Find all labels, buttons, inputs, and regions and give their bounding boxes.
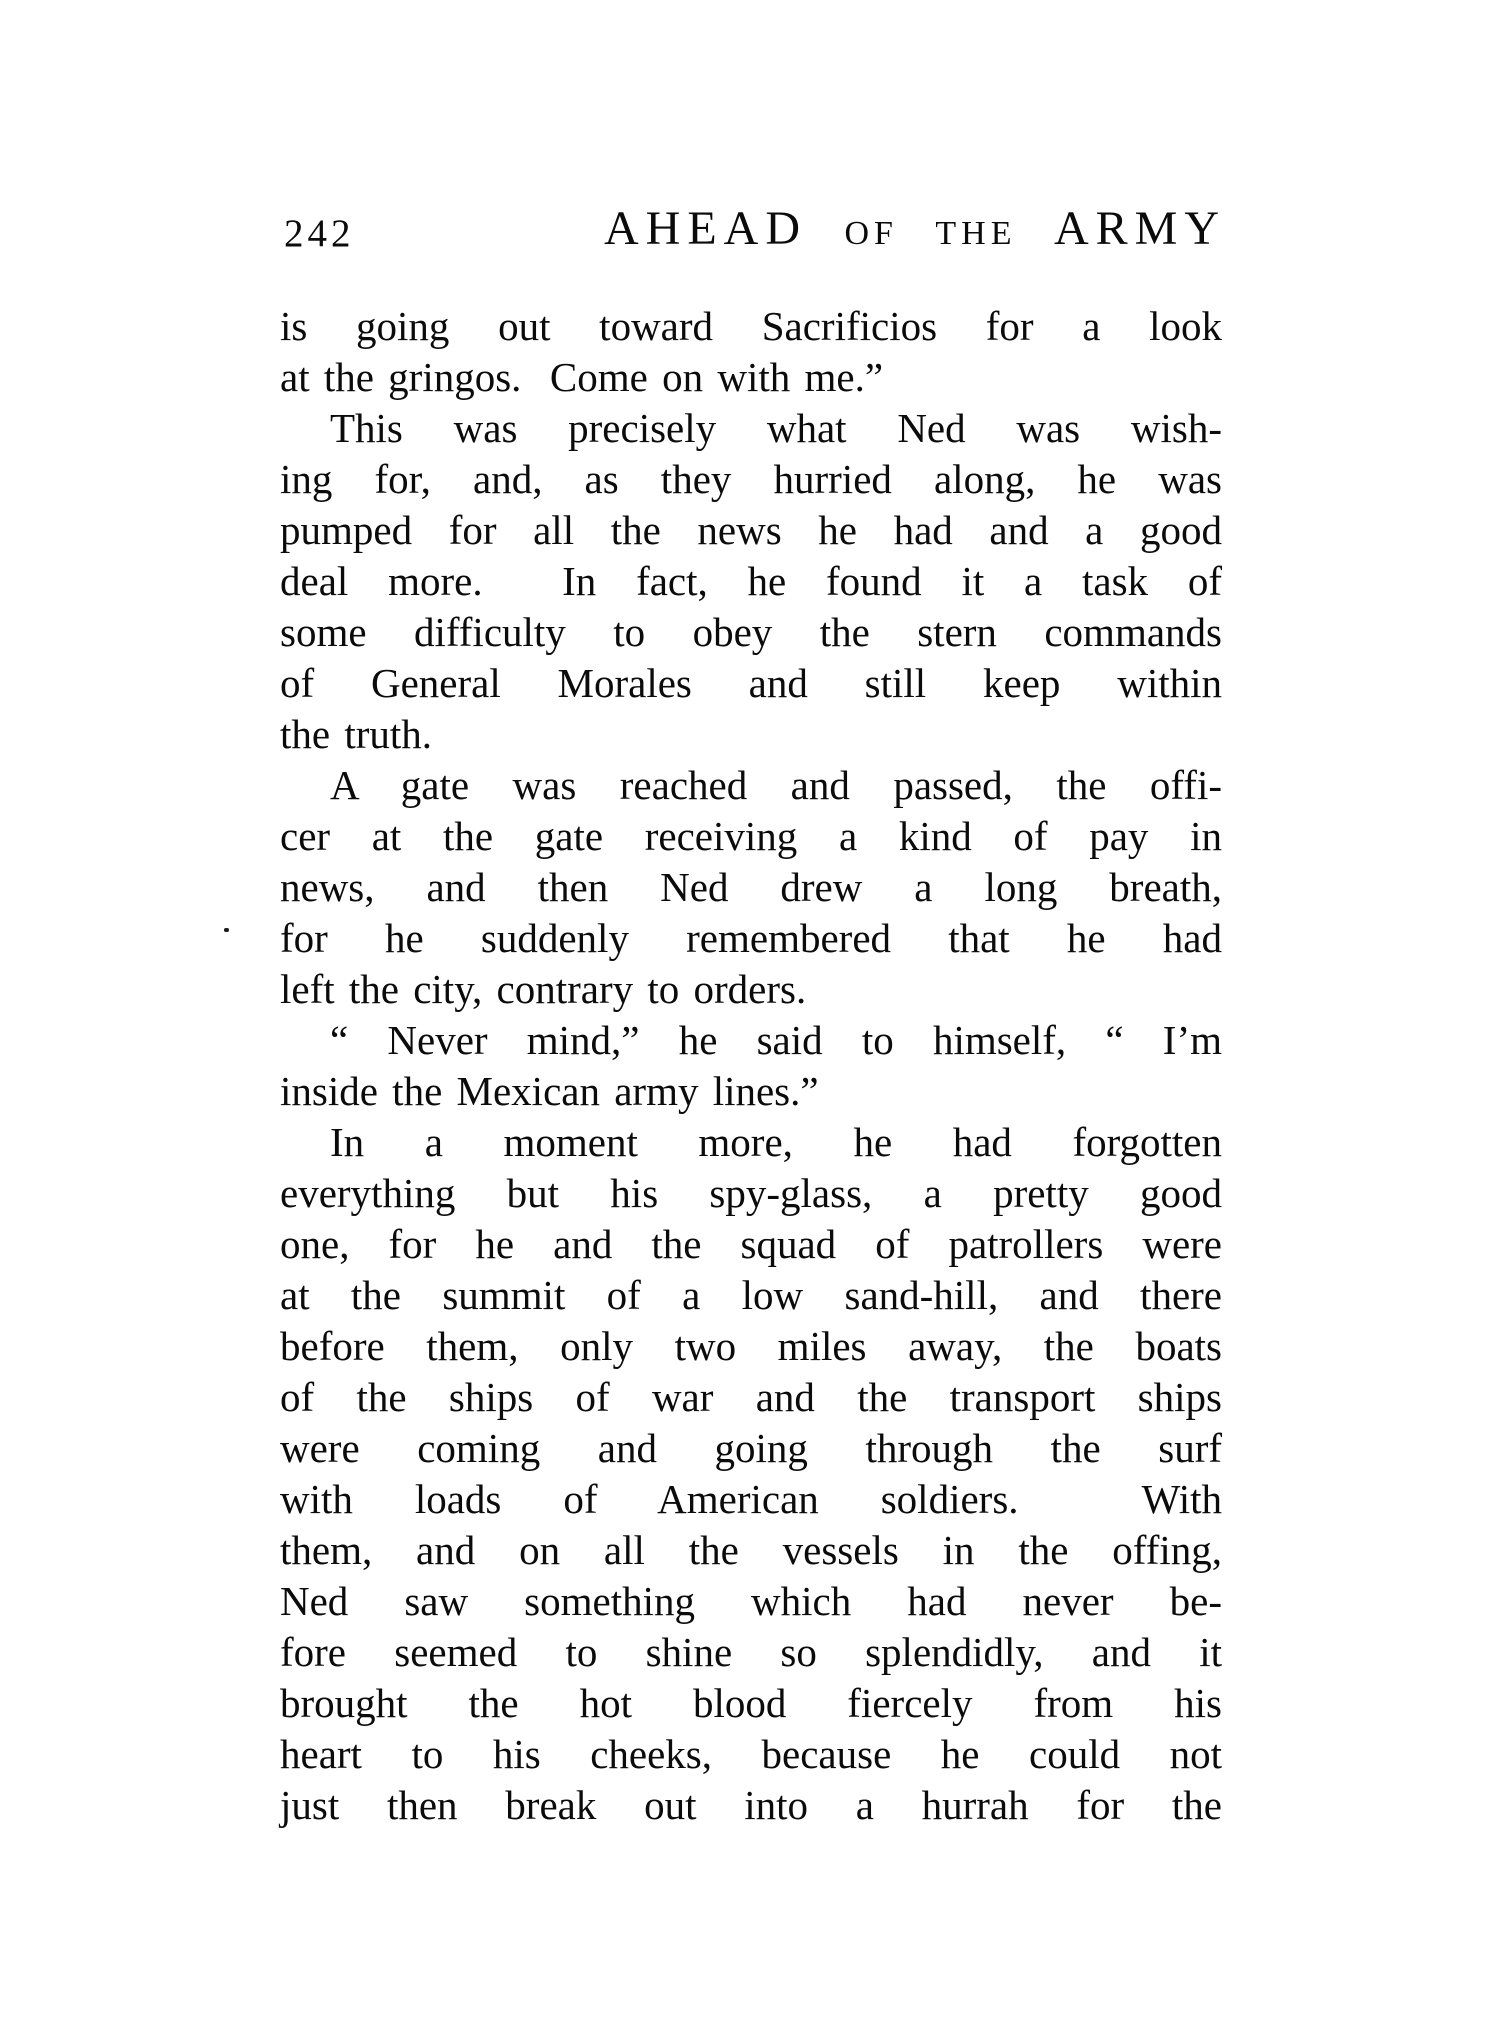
- text-line: some difficulty to obey the stern commands: [280, 609, 1222, 655]
- text-line: just then break out into a hurrah for the: [280, 1782, 1222, 1828]
- header-word-the: THE: [935, 215, 1017, 252]
- text-line: This was precisely what Ned was wish-: [330, 405, 1222, 451]
- text-line: “ Never mind,” he said to himself, “ I’m: [330, 1017, 1222, 1063]
- text-line: pumped for all the news he had and a good: [280, 507, 1222, 553]
- text-line: In a moment more, he had forgotten: [330, 1119, 1222, 1165]
- page-number: 242: [284, 212, 355, 255]
- text-line: deal more. In fact, he found it a task of: [280, 558, 1222, 604]
- text-line: left the city, contrary to orders.: [280, 966, 807, 1012]
- body-text: [280, 301, 1222, 1831]
- text-line: fore seemed to shine so splendidly, and it: [280, 1629, 1222, 1675]
- text-line: with loads of American soldiers. With: [280, 1476, 1222, 1522]
- text-line: at the gringos. Come on with me.”: [280, 354, 884, 400]
- text-line: is going out toward Sacrificios for a look: [280, 303, 1222, 349]
- text-line: at the summit of a low sand-hill, and there: [280, 1272, 1222, 1318]
- scan-speck: [224, 928, 229, 932]
- header-word-ahead: AHEAD: [604, 202, 807, 255]
- text-line: heart to his cheeks, because he could not: [280, 1731, 1222, 1777]
- text-line: the truth.: [280, 711, 433, 757]
- text-line: were coming and going through the surf: [280, 1425, 1222, 1471]
- text-line: one, for he and the squad of patrollers were: [280, 1221, 1222, 1267]
- text-line: of General Morales and still keep within: [280, 660, 1222, 706]
- running-header: [604, 201, 1226, 256]
- text-line: everything but his spy-glass, a pretty good: [280, 1170, 1222, 1216]
- text-line: them, and on all the vessels in the offing,: [280, 1527, 1222, 1573]
- text-line: news, and then Ned drew a long breath,: [280, 864, 1222, 910]
- text-line: of the ships of war and the transport ships: [280, 1374, 1222, 1420]
- text-line: ing for, and, as they hurried along, he was: [280, 456, 1222, 502]
- text-line: cer at the gate receiving a kind of pay in: [280, 813, 1222, 859]
- text-line: inside the Mexican army lines.”: [280, 1068, 819, 1114]
- text-line: before them, only two miles away, the boats: [280, 1323, 1222, 1369]
- text-line: A gate was reached and passed, the offi-: [330, 762, 1222, 808]
- header-word-army: ARMY: [1053, 202, 1226, 255]
- text-line: Ned saw something which had never be-: [280, 1578, 1222, 1624]
- header-word-of: OF: [844, 215, 898, 252]
- text-line: for he suddenly remembered that he had: [280, 915, 1222, 961]
- text-line: brought the hot blood fiercely from his: [280, 1680, 1222, 1726]
